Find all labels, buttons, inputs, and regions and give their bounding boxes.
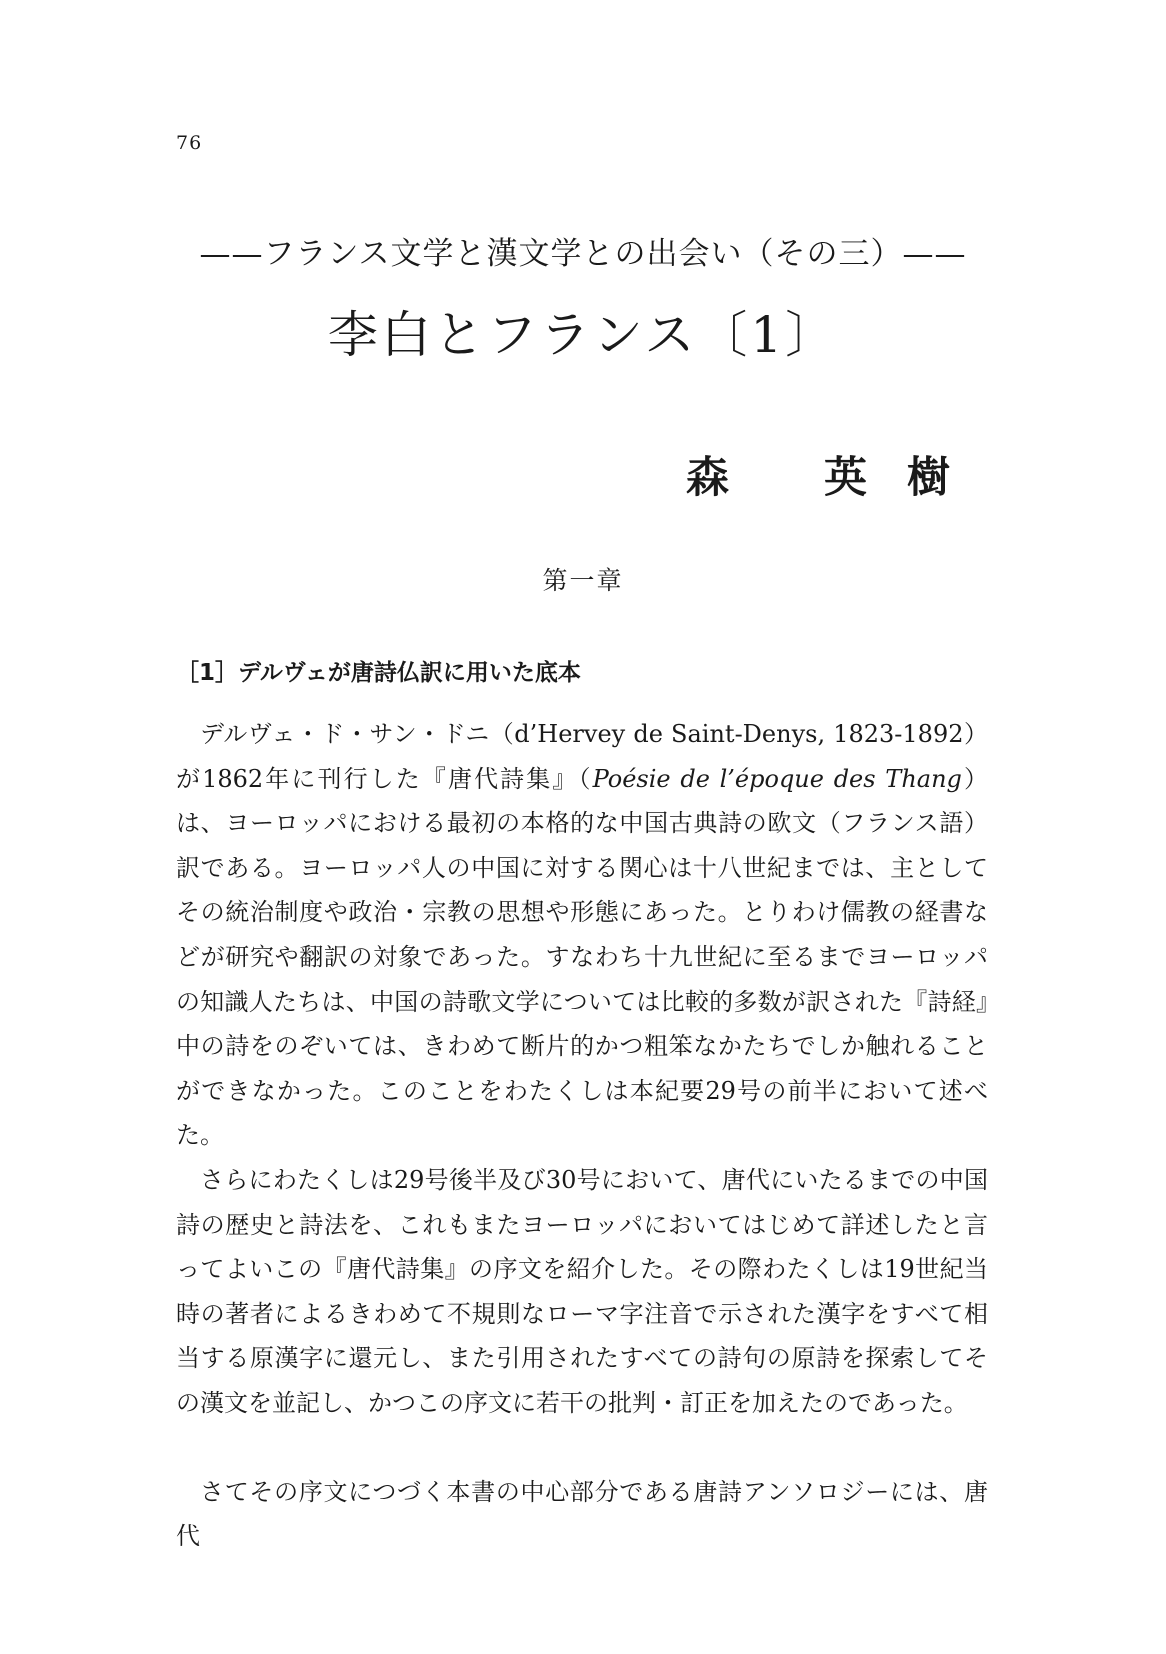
section-heading: ［1］デルヴェが唐詩仏訳に用いた底本 <box>176 660 581 686</box>
paragraph-1 <box>176 712 988 1158</box>
chapter-heading: 第一章 <box>542 566 624 595</box>
paragraph-3: さてその序文につづく本書の中心部分である唐詩アンソロジーには、唐代 <box>176 1477 988 1551</box>
paragraph-1-text-a: デルヴェ・ド・サン・ドニ（d’Hervey de Saint-Denys, 1823-1892）が1862年に刊行した『唐代詩集』（ <box>176 720 988 793</box>
body-text <box>176 712 988 1559</box>
paragraph-2: さらにわたくしは29号後半及び30号において、唐代にいたるまでの中国詩の歴史と詩法を、これもまたヨーロッパにおいてはじめて詳述したと言ってよいこの『唐代詩集』の序文を紹介した。その際わたくしは19世紀当時の著者によるきわめて不規則なローマ字注音で示された漢字をすべて相当する原漢字に還元し、また引用されたすべての詩句の原詩を探索してその漢文を並記し、かつこの序文に若干の批判・訂正を加えたのであった。 <box>176 1165 988 1417</box>
article-title: 李白とフランス〔1〕 <box>327 306 839 364</box>
book-title-french: Poésie de l’époque des Thang <box>592 764 962 793</box>
paragraph-1-text-b: ）は、ヨーロッパにおける最初の本格的な中国古典詩の欧文（フランス語）訳である。ヨーロッパ人の中国に対する関心は十八世紀までは、主としてその統治制度や政治・宗教の思想や形態にあった。とりわけ儒教の経書などが研究や翻訳の対象であった。すなわち十九世紀に至るまでヨーロッパの知識人たちは、中国の詩歌文学については比較的多数が訳された『詩経』中の詩をのぞいては、きわめて断片的かつ粗笨なかたちでしか触れることができなかった。このことをわたくしは本紀要29号の前半において述べた。 <box>176 764 989 1150</box>
page-number: 76 <box>176 132 203 154</box>
author-name: 森 英樹 <box>686 453 990 503</box>
article-subtitle: ——フランス文学と漢文学との出会い（その三）—— <box>199 236 967 272</box>
